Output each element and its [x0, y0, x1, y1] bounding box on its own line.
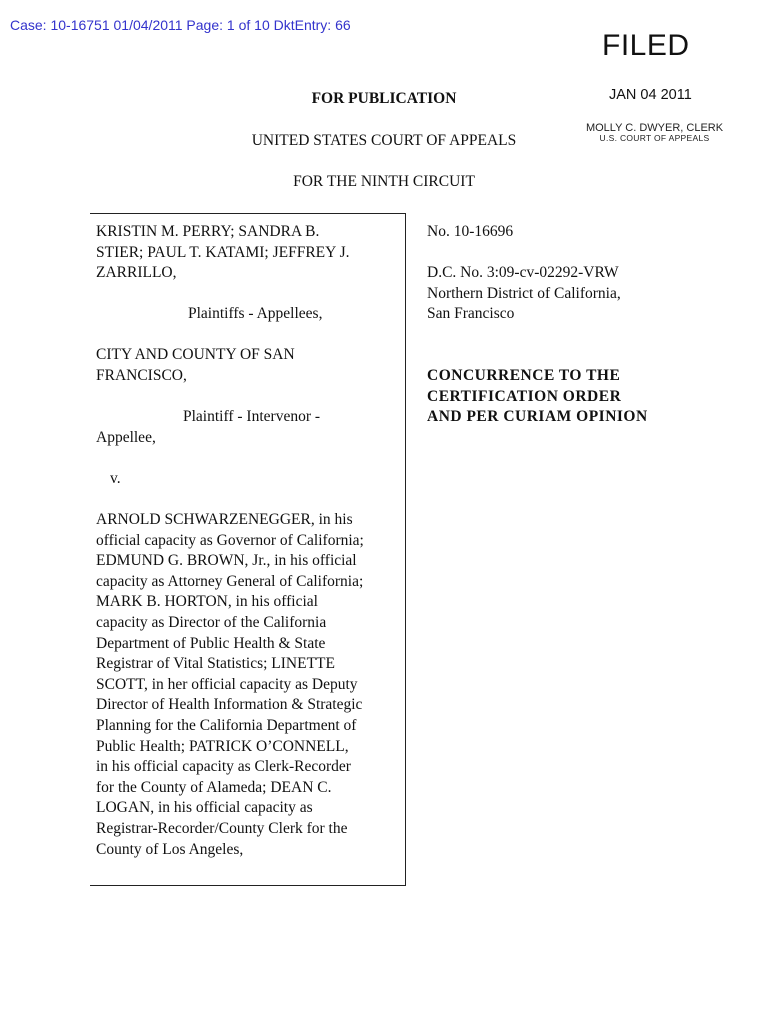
- city-name: CITY AND COUNTY OF SAN FRANCISCO,: [96, 346, 295, 384]
- plaintiffs-role: Plaintiffs - Appellees,: [188, 305, 323, 322]
- plaintiffs-names: KRISTIN M. PERRY; SANDRA B. STIER; PAUL T. KATAMI; JEFFREY J. ZARRILLO,: [96, 223, 350, 282]
- city-role-line2: Appellee,: [96, 429, 156, 446]
- case-header: Case: 10-16751 01/04/2011 Page: 1 of 10 DktEntry: 66: [10, 17, 351, 33]
- publication-heading: FOR PUBLICATION: [311, 90, 457, 107]
- defendants-names: ARNOLD SCHWARZENEGGER, in his official capacity as Governor of California; EDMUND G. BROWN, Jr., in his official capacity as Attorney General of California; MARK B. HORTON, in his official capacity as Director of the California Department of Public Health & State Registrar of Vital Statistics; LINETTE SCOTT, in her official capacity as Deputy Director of Health Information & Strategic Planning for the California Department of Public Health; PATRICK O’CONNELL, in his official capacity as Clerk-Recorder for the County of Alameda; DEAN C. LOGAN, in his official capacity as Registrar-Recorder/County Clerk for the County of Los Angeles,: [96, 511, 364, 858]
- district-court-number: D.C. No. 3:09-cv-02292-VRW Northern District of California, San Francisco: [427, 264, 621, 323]
- circuit-heading: FOR THE NINTH CIRCUIT: [293, 173, 475, 190]
- city-role-line1: Plaintiff - Intervenor -: [183, 408, 321, 425]
- court-heading: UNITED STATES COURT OF APPEALS: [251, 132, 517, 149]
- filed-stamp: FILED: [602, 29, 690, 62]
- clerk-court: U.S. COURT OF APPEALS: [599, 133, 710, 143]
- clerk-name: MOLLY C. DWYER, CLERK: [585, 122, 724, 134]
- versus: v.: [110, 470, 121, 487]
- case-number: No. 10-16696: [427, 223, 514, 240]
- document-title: CONCURRENCE TO THE CERTIFICATION ORDER AND PER CURIAM OPINION: [427, 367, 648, 426]
- filed-date: JAN 04 2011: [609, 87, 692, 103]
